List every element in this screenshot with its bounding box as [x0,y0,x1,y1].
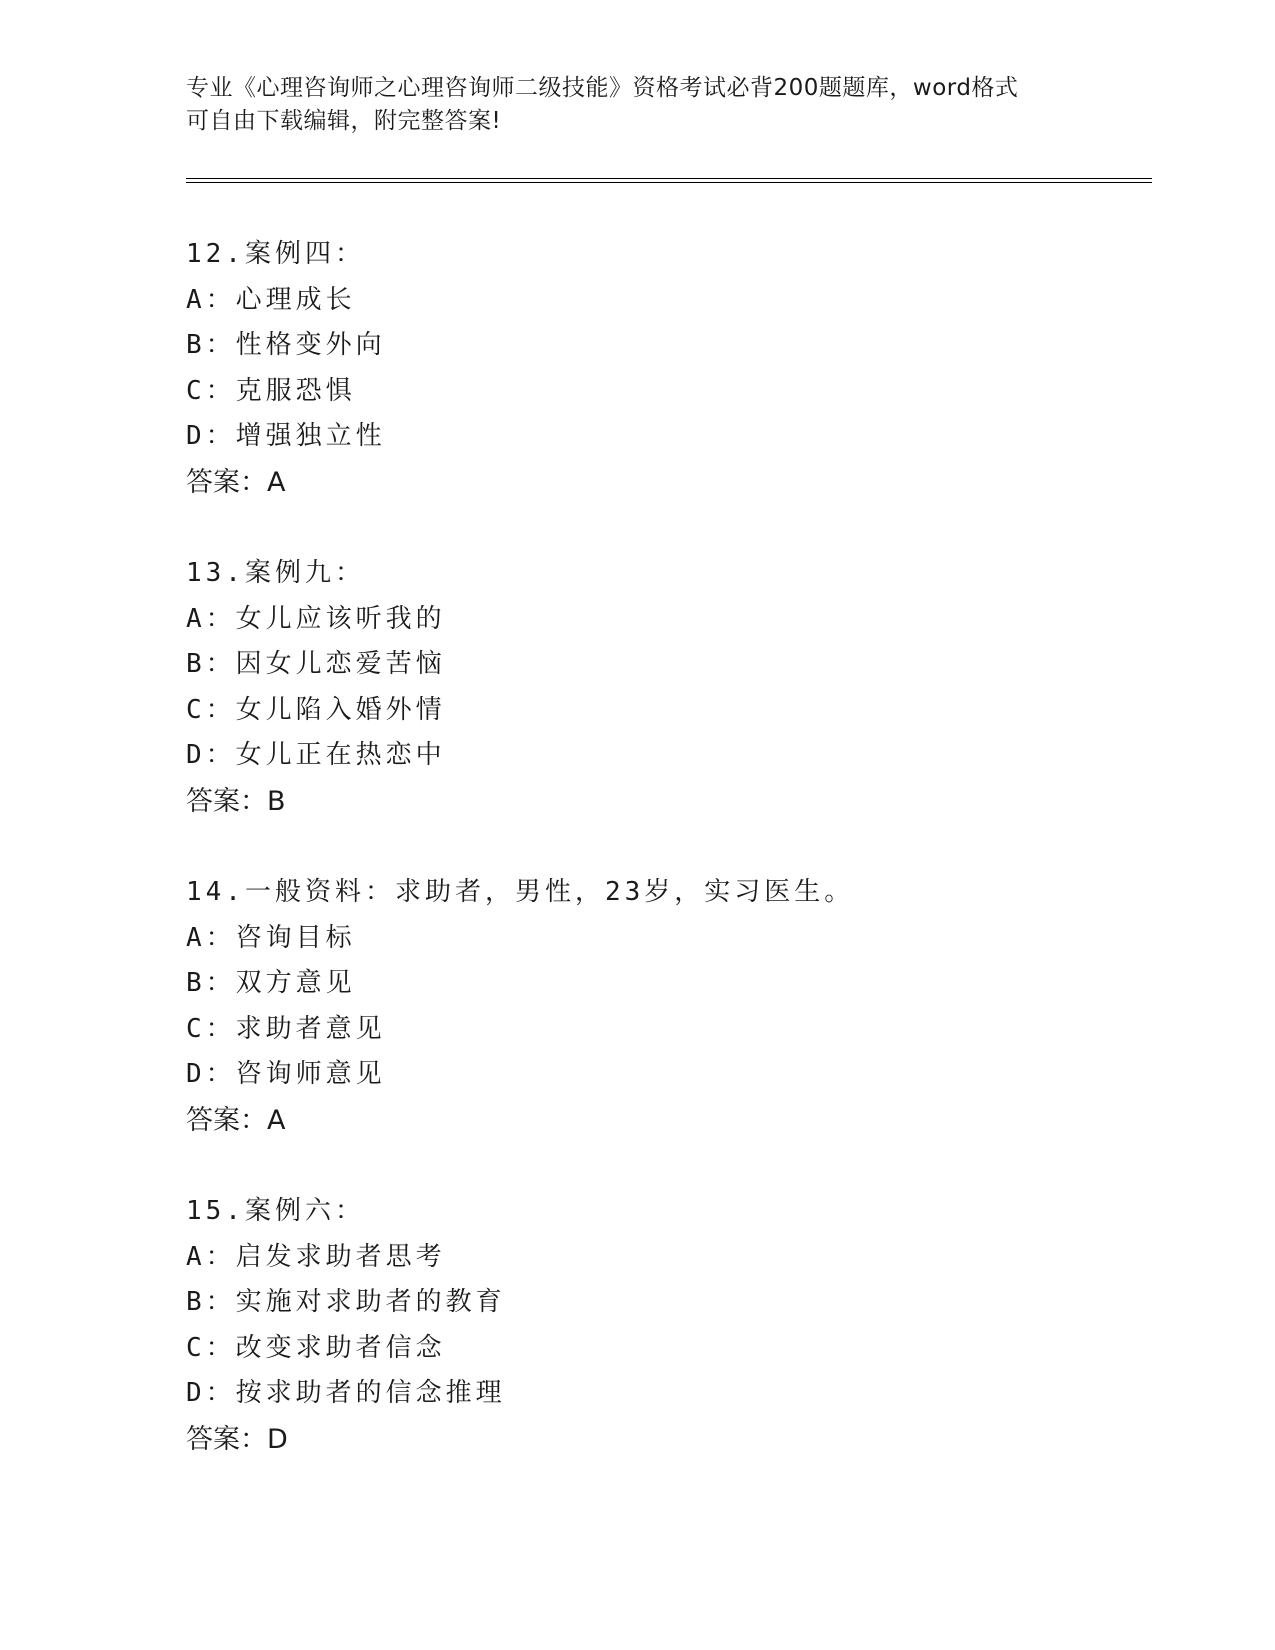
option-c: C：改变求助者信念 [186,1332,446,1363]
answer-line: 答案：A [186,1104,286,1136]
option-b: B：因女儿恋爱苦恼 [186,649,446,679]
option-a: A：女儿应该听我的 [186,603,446,634]
header-title-line-1: 专业《心理咨询师之心理咨询师二级技能》资格考试必背200题题库，word格式 [186,75,1019,101]
question-block-13 [186,551,1146,824]
option-d: D：按求助者的信念推理 [186,1378,506,1408]
answer-line: 答案：B [186,785,286,817]
option-d: D：增强独立性 [186,421,386,451]
question-stem: 12.案例四： [186,239,365,269]
question-block-15 [186,1189,1146,1462]
answer-line: 答案：A [186,466,286,498]
option-b: B：实施对求助者的教育 [186,1287,506,1317]
question-stem: 14.一般资料：求助者，男性，23岁，实习医生。 [186,877,855,907]
option-d: D：女儿正在热恋中 [186,740,446,770]
question-stem: 13.案例九： [186,558,365,588]
header-title-line-2: 可自由下载编辑，附完整答案! [186,108,502,134]
answer-line: 答案：D [186,1423,288,1455]
option-a: A：咨询目标 [186,922,356,953]
option-a: A：心理成长 [186,284,356,315]
question-stem: 15.案例六： [186,1196,365,1226]
option-b: B：双方意见 [186,968,356,998]
header-divider [186,178,1152,183]
document-header [186,72,1066,138]
option-c: C：求助者意见 [186,1013,386,1044]
question-block-14 [186,870,1146,1143]
option-a: A：启发求助者思考 [186,1241,446,1272]
option-d: D：咨询师意见 [186,1059,386,1089]
question-block-12 [186,232,1146,505]
option-c: C：克服恐惧 [186,375,356,406]
option-b: B：性格变外向 [186,330,386,360]
option-c: C：女儿陷入婚外情 [186,694,446,725]
